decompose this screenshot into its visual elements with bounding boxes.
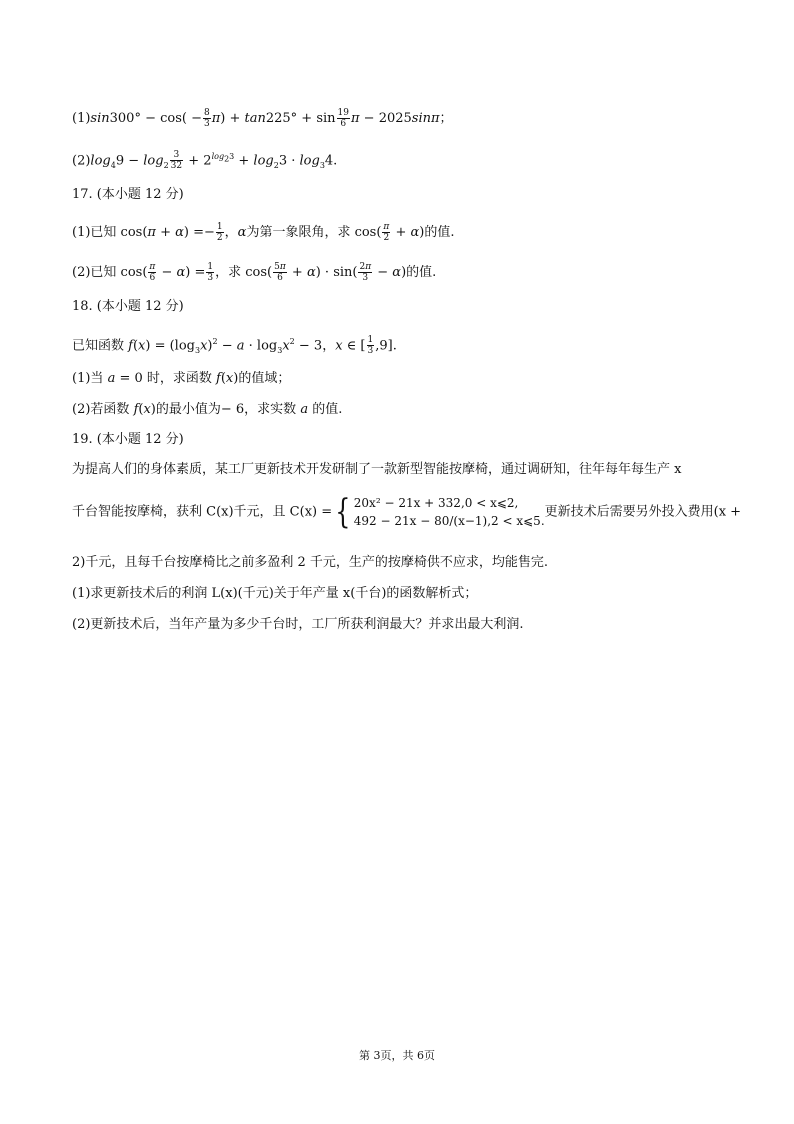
case-1: 20x² − 21x + 332,0 < x⩽2, <box>353 496 519 510</box>
question-19-part-2: (2)更新技术后，当年产量为多少千台时，工厂所获利润最大？并求出最大利润. <box>72 617 524 632</box>
q19-stem2-prefix: 千台智能按摩椅，获利 C(x)千元，且 C(x) = <box>72 504 333 520</box>
question-19-stem-line-1: 为提高人们的身体素质，某工厂更新技术开发研制了一款新型智能按摩椅，通过调研知，往年每年每生产 x <box>72 462 682 477</box>
question-19-stem-line-2: 千台智能按摩椅，获利 C(x)千元，且 C(x) ={ 20x² − 21x + 332,0 < x⩽2, 492 − 21x − 80/(x−1),2 < x⩽5. 更新技术后需要另外投入费用(x + <box>72 492 742 532</box>
q19-stem2-suffix: 更新技术后需要另外投入费用(x + <box>544 504 742 520</box>
problem-16-part-1: (1)sin300° − cos( − $\frac{8}{3}$ π) + tan225° + sin $\frac{19}{6}$ π − 2025sinπ； <box>72 108 453 129</box>
question-17-part-2: (2)已知 cos( $\frac{\pi}{6}$ − α) = $\frac{1}{3}$ ，求 cos( $\frac{5\pi}{6}$ + α) · sin( $\frac{2\pi}{3}$ − α)的值. <box>72 262 437 283</box>
page-footer: 第 3页，共 6页 <box>359 1049 435 1062</box>
question-18-stem: 已知函数 $f(x) = (\log_3x)^2 - a \cdot \log_3x^2 - 3$，x ∈ [ $\frac{1}{3}$ ,9]. <box>72 335 397 357</box>
question-18-part-2: (2)若函数 f(x)的最小值为− 6，求实数 a 的值. <box>72 402 343 417</box>
question-18-header: 18. (本小题 12 分) <box>72 299 184 314</box>
question-17-header: 17. (本小题 12 分) <box>72 187 184 202</box>
question-19-stem-line-3: 2)千元，且每千台按摩椅比之前多盈利 2 千元，生产的按摩椅供不应求，均能售完. <box>72 555 549 570</box>
question-17-part-1: (1)已知 cos(π + α) =− $\frac{1}{2}$ ，α为第一象限角，求 cos( $\frac{\pi}{2}$ + α)的值. <box>72 222 455 243</box>
question-19-header: 19. (本小题 12 分) <box>72 432 184 447</box>
piecewise-cases <box>354 494 545 530</box>
question-18-part-1: (1)当 a = 0 时，求函数 f(x)的值域； <box>72 371 291 386</box>
case-2: 492 − 21x − 80/(x−1),2 < x⩽5. <box>353 514 545 528</box>
problem-16-part-2: $(2)\log_49 - \log_2$ $\frac{3}{32}$ + $2^{log_23} + \log_23 \cdot \log_34$. <box>72 150 338 172</box>
question-19-part-1: (1)求更新技术后的利润 L(x)(千元)关于年产量 x(千台)的函数解析式； <box>72 586 478 601</box>
